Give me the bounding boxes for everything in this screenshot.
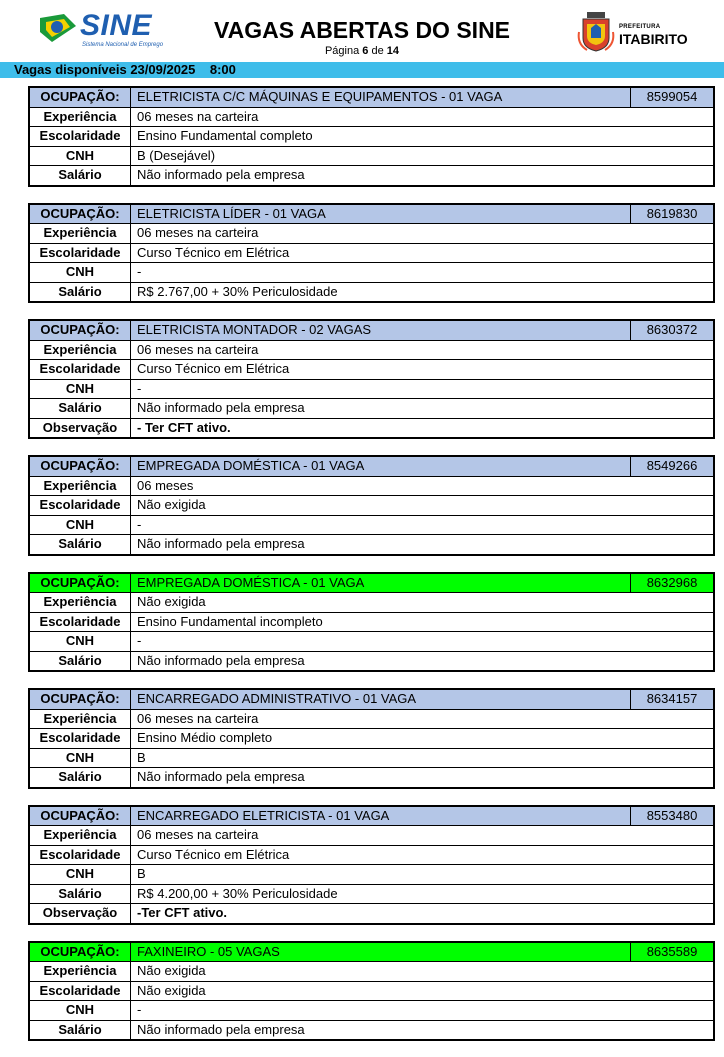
job-detail-row bbox=[30, 748, 713, 768]
occupation-label: OCUPAÇÃO: bbox=[30, 457, 131, 476]
detail-value: Curso Técnico em Elétrica bbox=[137, 361, 290, 376]
availability-text: Vagas disponíveis 23/09/2025 8:00 bbox=[14, 62, 236, 77]
job-detail-row bbox=[30, 107, 713, 127]
occupation-label: OCUPAÇÃO: bbox=[30, 205, 131, 224]
detail-label: CNH bbox=[30, 516, 131, 535]
detail-value: - bbox=[137, 380, 142, 396]
detail-label: Escolaridade bbox=[30, 729, 131, 748]
job-header-row bbox=[30, 690, 713, 709]
page-word: Página bbox=[324, 45, 360, 57]
job-card bbox=[28, 688, 715, 789]
detail-value: - bbox=[137, 633, 142, 648]
city-name: ITABIRITO bbox=[619, 31, 688, 47]
occupation-title: EMPREGADA DOMÉSTICA - 01 VAGA bbox=[137, 458, 365, 473]
job-card bbox=[28, 805, 715, 925]
detail-label: Salário bbox=[30, 885, 131, 904]
job-detail-row bbox=[30, 825, 713, 845]
detail-label: Salário bbox=[30, 1021, 131, 1040]
job-detail-row bbox=[30, 845, 713, 865]
detail-value: Não exigida bbox=[137, 497, 206, 512]
detail-value: 06 meses na carteira bbox=[137, 225, 259, 240]
job-detail-row bbox=[30, 146, 713, 166]
detail-value: Não exigida bbox=[137, 594, 206, 609]
job-code: 8553480 bbox=[630, 807, 713, 826]
job-detail-row bbox=[30, 709, 713, 729]
detail-label: CNH bbox=[30, 263, 131, 282]
occupation-title: ENCARREGADO ADMINISTRATIVO - 01 VAGA bbox=[137, 691, 417, 706]
job-card bbox=[28, 941, 715, 1042]
detail-label: Escolaridade bbox=[30, 360, 131, 379]
detail-label: Experiência bbox=[30, 224, 131, 243]
page-total: 14 bbox=[386, 45, 400, 57]
job-list bbox=[28, 86, 715, 1057]
detail-label: Salário bbox=[30, 535, 131, 554]
detail-value: Ensino Fundamental incompleto bbox=[137, 613, 323, 629]
detail-label: Escolaridade bbox=[30, 982, 131, 1001]
job-code: 8632968 bbox=[630, 574, 713, 593]
occupation-label: OCUPAÇÃO: bbox=[30, 943, 131, 962]
detail-value: 06 meses na carteira bbox=[137, 710, 259, 726]
job-code: 8630372 bbox=[630, 321, 713, 340]
detail-value: Ensino Médio completo bbox=[137, 730, 273, 745]
detail-value: B bbox=[137, 866, 146, 881]
job-detail-row bbox=[30, 379, 713, 399]
job-card bbox=[28, 319, 715, 439]
job-header-row bbox=[30, 205, 713, 224]
detail-label: Experiência bbox=[30, 108, 131, 127]
detail-value: Não informado pela empresa bbox=[137, 652, 305, 668]
detail-value: -Ter CFT ativo. bbox=[137, 905, 228, 920]
detail-label: CNH bbox=[30, 865, 131, 884]
detail-value: B bbox=[137, 749, 146, 765]
job-detail-row bbox=[30, 631, 713, 651]
job-header-row bbox=[30, 457, 713, 476]
detail-value: Não informado pela empresa bbox=[137, 536, 305, 551]
detail-label: Experiência bbox=[30, 826, 131, 845]
job-header-row bbox=[30, 88, 713, 107]
availability-bar bbox=[0, 62, 724, 78]
page-header bbox=[0, 0, 724, 62]
job-detail-row bbox=[30, 534, 713, 554]
detail-label: Escolaridade bbox=[30, 127, 131, 146]
detail-label: CNH bbox=[30, 380, 131, 399]
page-title: VAGAS ABERTAS DO SINE bbox=[213, 17, 511, 43]
occupation-title: ELETRICISTA C/C MÁQUINAS E EQUIPAMENTOS - 01 VAGA bbox=[137, 89, 503, 104]
occupation-title: EMPREGADA DOMÉSTICA - 01 VAGA bbox=[137, 574, 365, 590]
job-detail-row bbox=[30, 864, 713, 884]
job-card bbox=[28, 572, 715, 673]
detail-label: Salário bbox=[30, 166, 131, 185]
occupation-label: OCUPAÇÃO: bbox=[30, 690, 131, 709]
detail-value: Não informado pela empresa bbox=[137, 400, 305, 415]
detail-value: 06 meses bbox=[137, 477, 194, 493]
occupation-title: ENCARREGADO ELETRICISTA - 01 VAGA bbox=[137, 807, 390, 823]
job-detail-row bbox=[30, 1020, 713, 1040]
detail-value: - Ter CFT ativo. bbox=[137, 419, 231, 435]
sine-logo-text: SINE bbox=[80, 9, 153, 42]
occupation-label: OCUPAÇÃO: bbox=[30, 574, 131, 593]
page-sep: de bbox=[371, 45, 384, 57]
detail-value: Não informado pela empresa bbox=[137, 167, 305, 182]
job-detail-row bbox=[30, 884, 713, 904]
job-detail-row bbox=[30, 398, 713, 418]
detail-value: Curso Técnico em Elétrica bbox=[137, 846, 290, 862]
detail-value: - bbox=[137, 264, 142, 279]
job-header-row bbox=[30, 943, 713, 962]
detail-label: Experiência bbox=[30, 477, 131, 496]
detail-value: R$ 4.200,00 + 30% Periculosidade bbox=[137, 885, 338, 901]
job-detail-row bbox=[30, 165, 713, 185]
job-detail-row bbox=[30, 981, 713, 1001]
detail-label: Escolaridade bbox=[30, 496, 131, 515]
job-code: 8635589 bbox=[630, 943, 713, 962]
job-detail-row bbox=[30, 223, 713, 243]
detail-label: Experiência bbox=[30, 593, 131, 612]
job-detail-row bbox=[30, 728, 713, 748]
detail-label: Observação bbox=[30, 904, 131, 923]
job-detail-row bbox=[30, 651, 713, 671]
job-code: 8599054 bbox=[630, 88, 713, 107]
job-detail-row bbox=[30, 1000, 713, 1020]
occupation-title: FAXINEIRO - 05 VAGAS bbox=[137, 943, 280, 959]
detail-value: Não informado pela empresa bbox=[137, 1021, 305, 1037]
detail-value: 06 meses na carteira bbox=[137, 108, 259, 124]
job-detail-row bbox=[30, 359, 713, 379]
detail-label: Salário bbox=[30, 768, 131, 787]
occupation-label: OCUPAÇÃO: bbox=[30, 88, 131, 107]
job-detail-row bbox=[30, 476, 713, 496]
job-detail-row bbox=[30, 903, 713, 923]
job-detail-row bbox=[30, 612, 713, 632]
job-detail-row bbox=[30, 418, 713, 438]
detail-value: - bbox=[137, 516, 142, 532]
job-detail-row bbox=[30, 592, 713, 612]
job-header-row bbox=[30, 321, 713, 340]
city-crest-icon bbox=[577, 12, 615, 52]
detail-label: CNH bbox=[30, 632, 131, 651]
job-detail-row bbox=[30, 515, 713, 535]
detail-value: B (Desejável) bbox=[137, 147, 216, 163]
job-detail-row bbox=[30, 262, 713, 282]
detail-label: Experiência bbox=[30, 962, 131, 981]
page-current: 6 bbox=[362, 45, 369, 57]
job-detail-row bbox=[30, 767, 713, 787]
detail-label: Observação bbox=[30, 419, 131, 438]
detail-value: Não exigida bbox=[137, 963, 206, 978]
job-code: 8619830 bbox=[630, 205, 713, 224]
detail-value: 06 meses na carteira bbox=[137, 827, 259, 842]
occupation-label: OCUPAÇÃO: bbox=[30, 321, 131, 340]
detail-label: Experiência bbox=[30, 341, 131, 360]
job-detail-row bbox=[30, 126, 713, 146]
job-card bbox=[28, 86, 715, 187]
detail-label: Salário bbox=[30, 399, 131, 418]
detail-label: Experiência bbox=[30, 710, 131, 729]
job-detail-row bbox=[30, 282, 713, 302]
detail-label: CNH bbox=[30, 1001, 131, 1020]
job-header-row bbox=[30, 807, 713, 826]
detail-value: R$ 2.767,00 + 30% Periculosidade bbox=[137, 283, 338, 299]
occupation-label: OCUPAÇÃO: bbox=[30, 807, 131, 826]
detail-value: Curso Técnico em Elétrica bbox=[137, 244, 290, 260]
prefeitura-logo bbox=[575, 12, 695, 54]
job-card bbox=[28, 455, 715, 556]
detail-value: Não exigida bbox=[137, 982, 206, 998]
job-code: 8634157 bbox=[630, 690, 713, 709]
sine-logo-subtitle: Sistema Nacional de Emprego bbox=[82, 42, 164, 48]
job-header-row bbox=[30, 574, 713, 593]
job-detail-row bbox=[30, 961, 713, 981]
detail-value: 06 meses na carteira bbox=[137, 341, 259, 357]
occupation-title: ELETRICISTA MONTADOR - 02 VAGAS bbox=[137, 322, 372, 337]
job-detail-row bbox=[30, 340, 713, 360]
occupation-title: ELETRICISTA LÍDER - 01 VAGA bbox=[137, 205, 326, 221]
detail-value: Não informado pela empresa bbox=[137, 769, 305, 784]
detail-value: Ensino Fundamental completo bbox=[137, 128, 313, 143]
detail-label: CNH bbox=[30, 147, 131, 166]
detail-label: Escolaridade bbox=[30, 613, 131, 632]
job-code: 8549266 bbox=[630, 457, 713, 476]
detail-label: CNH bbox=[30, 749, 131, 768]
detail-label: Salário bbox=[30, 652, 131, 671]
prefeitura-label: PREFEITURA bbox=[619, 24, 661, 30]
detail-label: Escolaridade bbox=[30, 846, 131, 865]
detail-value: - bbox=[137, 1002, 142, 1017]
job-card bbox=[28, 203, 715, 304]
job-detail-row bbox=[30, 243, 713, 263]
detail-label: Escolaridade bbox=[30, 244, 131, 263]
detail-label: Salário bbox=[30, 283, 131, 302]
job-detail-row bbox=[30, 495, 713, 515]
